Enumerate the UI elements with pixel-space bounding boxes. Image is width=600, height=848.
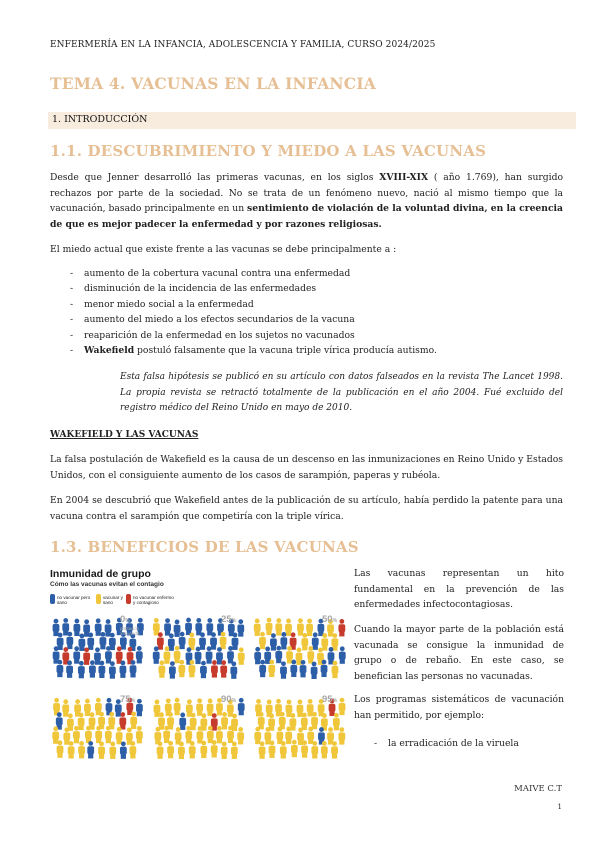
person-icon (164, 618, 171, 635)
section-title: 1. INTRODUCCIÓN (52, 114, 148, 125)
wakefield-claim: postuló falsamente que la vacuna triple vírica producía autismo. (134, 345, 437, 357)
document-header: ENFERMERÍA EN LA INFANCIA, ADOLESCENCIA Y FAMILIA, CURSO 2024/2025 (50, 40, 436, 50)
intro-text-a: Desde que Jenner desarrolló las primeras vacunas, en los siglos (50, 172, 380, 183)
person-icon (120, 741, 127, 758)
person-icon (307, 727, 314, 744)
person-icon (290, 660, 297, 677)
person-icon (230, 661, 237, 678)
person-icon (153, 618, 160, 635)
person-icon (169, 661, 176, 678)
coverage-percentage: 75% (120, 694, 136, 705)
person-icon (95, 726, 102, 743)
legend-label: no vacunar pero sano (57, 595, 91, 605)
person-icon (237, 727, 244, 744)
author-footer: MAIVE C.T (514, 784, 562, 794)
person-icon (275, 646, 282, 663)
person-icon (153, 646, 160, 663)
person-icon (136, 646, 143, 663)
person-icon (189, 741, 196, 758)
person-icon (50, 594, 55, 604)
person-icon (116, 727, 123, 744)
person-icon (311, 712, 318, 729)
person-icon (311, 741, 318, 758)
list-item: - disminución de la incidencia de las enfermedades (50, 281, 563, 296)
person-icon (66, 660, 73, 677)
immunity-panel (50, 612, 146, 686)
wakefield-name: Wakefield (84, 345, 135, 357)
person-icon (73, 619, 80, 636)
person-icon (174, 646, 181, 663)
lancet-quote: Esta falsa hipótesis se publicó en su artículo con datos falseados en la revista The Lancet 1998. La propia revista se retractó totalmente de la publicación en el año 2004. Fué excluido del registro médico del Reino Unido en mayo de 2010. (120, 372, 563, 413)
person-icon (100, 632, 107, 649)
person-icon (321, 660, 328, 677)
benefits-paragraph-2: Cuando la mayor parte de la población está vacunada se consigue la inmunidad de grupo o de rebaño. En este caso, se benefician las personas no vacunadas. (354, 624, 564, 682)
person-icon (231, 742, 238, 759)
benefits-paragraph-3: Los programas sistemáticos de vacunación han permitido, por ejemplo: (354, 694, 564, 721)
person-icon (291, 740, 298, 757)
list-item: - la erradicación de la viruela (354, 736, 564, 751)
person-icon (339, 698, 346, 715)
person-icon (207, 726, 214, 743)
person-icon (109, 742, 116, 759)
person-icon (174, 620, 181, 637)
person-icon (157, 632, 164, 649)
person-icon (232, 633, 239, 650)
coverage-percentage: 95% (322, 694, 338, 705)
person-icon (68, 741, 75, 758)
person-icon (207, 699, 214, 716)
person-icon (179, 632, 186, 649)
person-icon (259, 632, 266, 649)
person-icon (211, 660, 218, 677)
person-icon (105, 726, 112, 743)
person-icon (98, 741, 105, 758)
person-icon (238, 647, 245, 664)
person-icon (57, 660, 64, 677)
person-icon (331, 741, 338, 758)
coverage-percentage: 25% (221, 614, 237, 625)
person-icon (280, 632, 287, 649)
list-item: - aumento del miedo a los efectos secundarios de la vacuna (50, 312, 563, 327)
herd-immunity-panels (50, 612, 350, 752)
person-icon (211, 740, 218, 757)
person-icon (57, 740, 64, 757)
coverage-percentage: 90% (221, 694, 237, 705)
person-icon (78, 713, 85, 730)
person-icon (185, 726, 192, 743)
person-icon (167, 741, 174, 758)
person-icon (178, 660, 185, 677)
person-icon (338, 727, 345, 744)
person-icon (221, 742, 228, 759)
person-icon (199, 632, 206, 649)
person-icon (105, 646, 112, 663)
person-icon (300, 660, 307, 677)
person-icon (178, 742, 185, 759)
person-icon (78, 661, 85, 678)
subsection-title-benefits: 1.3. BENEFICIOS DE LAS VACUNAS (50, 538, 359, 556)
person-icon (157, 741, 164, 758)
intro-centuries: XVIII-XIX (379, 172, 429, 183)
chapter-title: TEMA 4. VACUNAS EN LA INFANCIA (50, 74, 377, 93)
person-icon (200, 661, 207, 678)
person-icon (227, 646, 234, 663)
person-icon (254, 647, 261, 664)
person-icon (339, 646, 346, 663)
person-icon (332, 661, 339, 678)
person-icon (338, 619, 345, 636)
person-icon (78, 634, 85, 651)
list-item: - aumento de la cobertura vacunal contra una enfermedad (50, 266, 563, 281)
person-icon (210, 632, 217, 649)
intro-paragraph (50, 170, 563, 232)
person-icon (301, 633, 308, 650)
person-icon (276, 727, 283, 744)
person-icon (237, 619, 244, 636)
person-icon (216, 726, 223, 743)
person-icon (89, 660, 96, 677)
wakefield-subheading: WAKEFIELD Y LAS VACUNAS (50, 430, 199, 440)
benefits-list (354, 736, 564, 751)
subsection-title-discovery: 1.1. DESCUBRIMIENTO Y MIEDO A LAS VACUNAS (50, 142, 487, 160)
list-item-wakefield (50, 343, 563, 358)
person-icon (306, 619, 313, 636)
infographic-subtitle: Cómo las vacunas evitan el contagio (50, 581, 164, 588)
person-icon (270, 633, 277, 650)
person-icon (311, 662, 318, 679)
person-icon (321, 633, 328, 650)
person-icon (109, 661, 116, 678)
coverage-note: población vacunada (120, 626, 140, 636)
page-number: 1 (557, 803, 562, 811)
person-icon (221, 712, 228, 729)
person-icon (268, 660, 275, 677)
person-icon (275, 618, 282, 635)
person-icon (312, 632, 319, 649)
person-icon (195, 618, 202, 635)
list-item: - menor miedo social a la enfermedad (50, 297, 563, 312)
coverage-percentage: 0% (120, 614, 130, 625)
person-icon (136, 726, 143, 743)
person-icon (254, 727, 261, 744)
person-icon (200, 741, 207, 758)
person-icon (259, 741, 266, 758)
section-bar (48, 112, 576, 129)
person-icon (197, 726, 204, 743)
person-icon (120, 660, 127, 677)
person-icon (95, 618, 102, 635)
person-icon (189, 660, 196, 677)
person-icon (333, 713, 340, 730)
legend-label: no vacunar enfermo y contagioso (133, 595, 174, 605)
person-icon (96, 594, 101, 604)
person-icon (266, 618, 273, 635)
legend-label: vacunar y sano (103, 595, 123, 605)
coverage-percentage: 50% (322, 614, 338, 625)
person-icon (285, 619, 292, 636)
fear-intro-paragraph: El miedo actual que existe frente a las vacunas se debe principalmente a : (50, 244, 397, 255)
person-icon (297, 618, 304, 635)
patent-paragraph: En 2004 se descubrió que Wakefield antes de la publicación de su artículo, había perdido la patente para una vacuna contra el sarampión que competiría con la triple vírica. (50, 495, 563, 522)
person-icon (185, 618, 192, 635)
person-icon (301, 713, 308, 730)
person-icon (254, 619, 261, 636)
person-icon (285, 727, 292, 744)
person-icon (136, 699, 143, 716)
person-icon (84, 699, 91, 716)
person-icon (85, 726, 92, 743)
person-icon (179, 713, 186, 730)
person-icon (280, 741, 287, 758)
person-icon (321, 741, 328, 758)
person-icon (73, 726, 80, 743)
person-icon (98, 661, 105, 678)
person-icon (83, 647, 90, 664)
person-icon (62, 699, 69, 716)
person-icon (174, 698, 181, 715)
person-icon (280, 661, 287, 678)
person-icon (259, 660, 266, 677)
person-icon (130, 660, 137, 677)
person-icon (307, 646, 314, 663)
person-icon (163, 726, 170, 743)
person-icon (164, 646, 171, 663)
person-icon (119, 712, 126, 729)
person-icon (269, 741, 276, 758)
person-icon (227, 726, 234, 743)
infographic-title: Inmunidad de grupo (50, 568, 151, 580)
person-icon (238, 698, 245, 715)
person-icon (258, 712, 265, 729)
list-item: - reaparición de la enfermedad en los sujetos no vacunados (50, 328, 563, 343)
person-icon (220, 632, 227, 649)
person-icon (195, 647, 202, 664)
person-icon (129, 741, 136, 758)
person-icon (87, 741, 94, 758)
person-icon (73, 646, 80, 663)
benefits-paragraph-1: Las vacunas representan un hito fundamental en la prevención de las enfermedades infectocontagiosas. (354, 568, 564, 610)
intro-emphasis: sentimiento de violación de la voluntad divina, en la creencia de que es mejor padecer la enfermedad y por razones religiosas. (50, 203, 563, 230)
person-icon (196, 698, 203, 715)
person-icon (158, 660, 165, 677)
person-icon (220, 660, 227, 677)
person-icon (130, 712, 137, 729)
person-icon (87, 632, 94, 649)
person-icon (52, 726, 59, 743)
person-icon (158, 712, 165, 729)
person-icon (66, 632, 73, 649)
wakefield-paragraph: La falsa postulación de Wakefield es la causa de un descenso en las inmunizaciones en Reino Unido y Estados Unidos, con el consiguiente aumento de los casos de sarampión, paperas y rubéola. (50, 454, 563, 481)
infographic-legend (50, 592, 250, 608)
person-icon (78, 741, 85, 758)
person-icon (126, 594, 131, 604)
fear-causes-list (50, 266, 563, 358)
person-icon (206, 646, 213, 663)
person-icon (301, 740, 308, 757)
intro-text-c: ( año 1.769), han surgido rechazos por parte de la sociedad. No se trata de un fenómeno nuevo, nació al mismo tiempo que la vacunación, basado principalmente en un (50, 172, 563, 214)
